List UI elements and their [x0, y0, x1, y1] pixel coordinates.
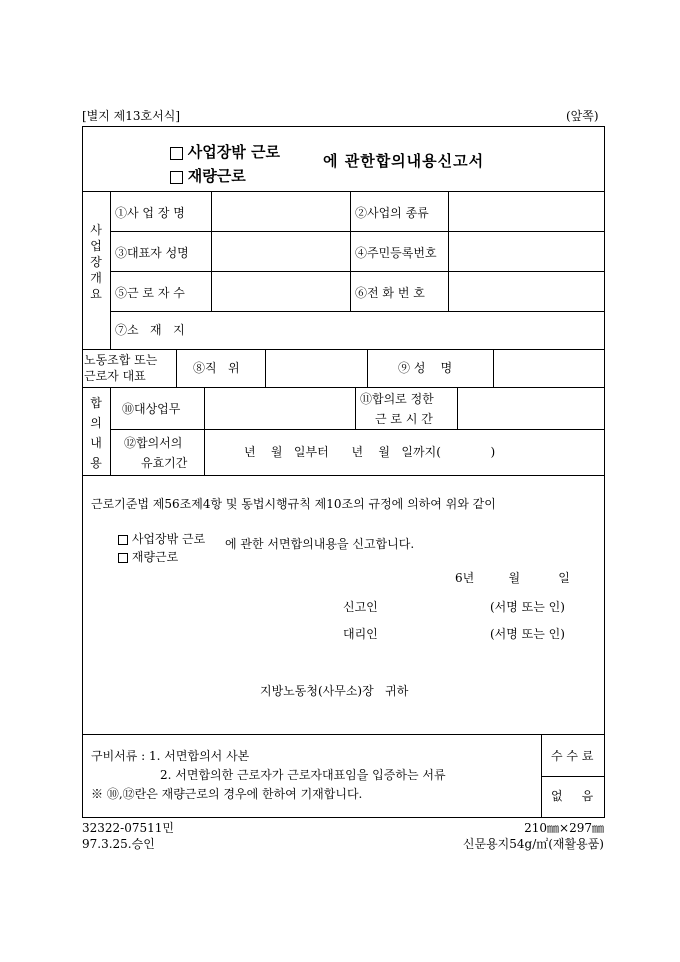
- worker-count-field[interactable]: [212, 272, 349, 310]
- checkbox-icon[interactable]: [118, 535, 128, 545]
- label-union-or-rep-line2: 근로자 대표: [84, 369, 146, 383]
- body-option-discretionary-work[interactable]: 재량근로: [118, 548, 178, 565]
- paper-spec: 신문용지54g/㎡(재활용품): [462, 837, 604, 851]
- form-number: [별지 제13호서식]: [82, 109, 180, 123]
- agreed-hours-field[interactable]: [458, 388, 604, 428]
- fee-label: 수 수 료: [551, 749, 594, 763]
- label-position: ⑧직 위: [193, 361, 240, 375]
- form-code: 32322-07511민: [82, 821, 174, 835]
- body-option-outside-work[interactable]: 사업장밖 근로: [118, 530, 205, 547]
- label-agreed-hours-line1: ⑪합의로 정한: [360, 392, 434, 406]
- business-type-field[interactable]: [449, 192, 604, 230]
- label-validity-line2: 유효기간: [141, 456, 188, 470]
- required-docs-line2: 2. 서면합의한 근로자가 근로자대표임을 입증하는 서류: [160, 768, 446, 782]
- label-business-name: ①사 업 장 명: [115, 206, 185, 220]
- phone-number-field[interactable]: [449, 272, 604, 310]
- section-label-business-overview: 사 업 장 개 요: [90, 223, 102, 301]
- address-field[interactable]: [212, 312, 604, 348]
- label-representative-name: ③대표자 성명: [115, 246, 189, 260]
- section-label-agreement-content: 합 의 내 용: [90, 396, 102, 470]
- addressee: 지방노동청(사무소)장 귀하: [260, 684, 409, 698]
- label-target-work: ⑩대상업무: [122, 402, 181, 416]
- checkbox-icon[interactable]: [170, 147, 183, 160]
- target-work-field[interactable]: [205, 388, 354, 428]
- form-title: 에 관한합의내용신고서: [323, 152, 485, 170]
- label-name: ⑨ 성 명: [398, 361, 453, 375]
- paper-size: 210㎜×297㎜: [524, 821, 604, 835]
- label-union-or-rep-line1: 노동조합 또는: [84, 353, 158, 367]
- notice-text: ※ ⑩,⑫란은 재량근로의 경우에 한하여 기재합니다.: [91, 787, 363, 801]
- date-line[interactable]: 6년 월 일: [455, 571, 570, 585]
- reporter-signature[interactable]: (서명 또는 인): [490, 600, 565, 614]
- approval-date: 97.3.25.승인: [82, 837, 155, 851]
- reporter-label: 신고인: [343, 600, 378, 614]
- agent-label: 대리인: [343, 627, 378, 641]
- label-resident-number: ④주민등록번호: [355, 246, 437, 260]
- agent-signature[interactable]: (서명 또는 인): [490, 627, 565, 641]
- title-option-discretionary-work[interactable]: 재량근로: [170, 165, 246, 186]
- page-side-label: (앞쪽): [566, 109, 599, 123]
- fee-value: 없 음: [551, 789, 594, 803]
- declaration-text: 근로기준법 제56조제4항 및 동법시행규칙 제10조의 규정에 의하여 위와 같이: [91, 497, 496, 511]
- declaration-suffix: 에 관한 서면합의내용을 신고합니다.: [225, 537, 415, 551]
- label-phone-number: ⑥전 화 번 호: [355, 286, 425, 300]
- rep-name-field[interactable]: [494, 350, 604, 386]
- business-name-field[interactable]: [212, 192, 349, 230]
- validity-period-field[interactable]: 년 월 일부터 년 월 일까지( ): [244, 445, 496, 459]
- checkbox-icon[interactable]: [118, 553, 128, 563]
- position-field[interactable]: [266, 350, 366, 386]
- label-business-type: ②사업의 종류: [355, 206, 429, 220]
- label-worker-count: ⑤근 로 자 수: [115, 286, 185, 300]
- label-address: ⑦소 재 지: [115, 323, 185, 337]
- title-option-outside-work[interactable]: 사업장밖 근로: [170, 141, 280, 162]
- resident-number-field[interactable]: [449, 232, 604, 270]
- representative-name-field[interactable]: [212, 232, 349, 270]
- label-agreed-hours-line2: 근 로 시 간: [375, 412, 433, 426]
- label-validity-line1: ⑫합의서의: [124, 436, 183, 450]
- checkbox-icon[interactable]: [170, 171, 183, 184]
- required-docs-line1: 구비서류 : 1. 서면합의서 사본: [91, 749, 250, 763]
